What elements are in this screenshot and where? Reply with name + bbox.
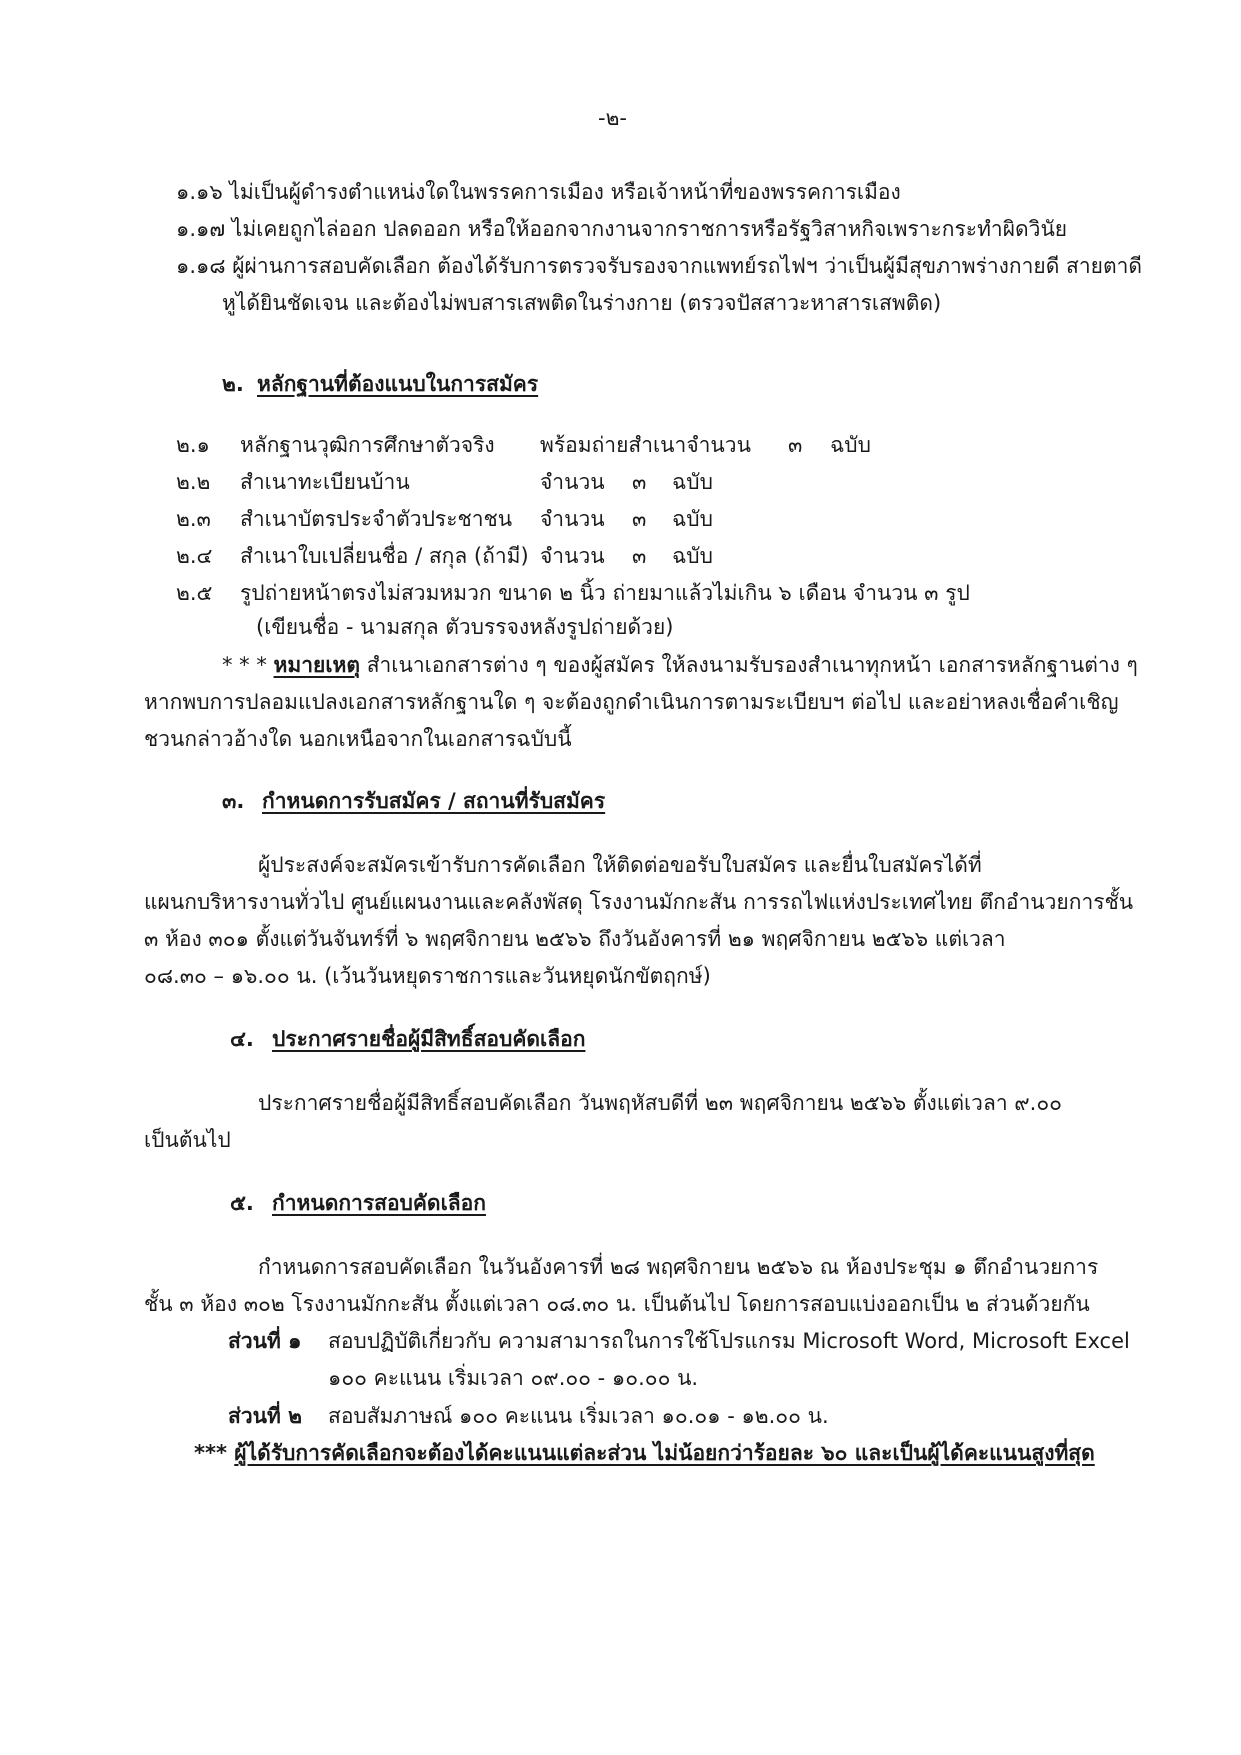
- part-1-label: ส่วนที่ ๑: [228, 1329, 302, 1353]
- list-item-unit: ฉบับ: [830, 433, 871, 457]
- part-1-text: สอบปฏิบัติเกี่ยวกับ ความสามารถในการใช้โปรแกรม Microsoft Word, Microsoft Excel: [328, 1329, 1130, 1353]
- qualification-1-18-cont: หูได้ยินชัดเจน และต้องไม่พบสารเสพติดในร่างกาย (ตรวจปัสสาวะหาสารเสพติด): [222, 291, 942, 315]
- list-item-name: รูปถ่ายหน้าตรงไม่สวมหมวก ขนาด ๒ นิ้ว ถ่ายมาแล้วไม่เกิน ๖ เดือน จำนวน ๓ รูป: [240, 581, 970, 605]
- qualification-1-16: ๑.๑๖ ไม่เป็นผู้ดำรงตำแหน่งใดในพรรคการเมือง หรือเจ้าหน้าที่ของพรรคการเมือง: [176, 180, 901, 204]
- list-item-num: ๒.๒: [176, 470, 211, 494]
- section-3-para-line: ๐๘.๓๐ – ๑๖.๐๐ น. (เว้นวันหยุดราชการและวันหยุดนักขัตฤกษ์): [144, 964, 711, 988]
- section-5-title: กำหนดการสอบคัดเลือก: [272, 1191, 486, 1215]
- list-item-num: ๒.๔: [176, 544, 213, 568]
- remark-line-2: หากพบการปลอมแปลงเอกสารหลักฐานใด ๆ จะต้องถูกดำเนินการตามระเบียบฯ ต่อไป และอย่าหลงเชื่อคำเชิญ: [144, 690, 1119, 714]
- list-item-qty: ๓: [632, 544, 647, 568]
- remark-line-3: ชวนกล่าวอ้างใด นอกเหนือจากในเอกสารฉบับนี้: [144, 727, 572, 751]
- list-item-name: หลักฐานวุฒิการศึกษาตัวจริง: [240, 433, 495, 457]
- section-3-para-line: ๓ ห้อง ๓๐๑ ตั้งแต่วันจันทร์ที่ ๖ พฤศจิกายน ๒๕๖๖ ถึงวันอังคารที่ ๒๑ พฤศจิกายน ๒๕๖๖ แต่เวลา: [144, 927, 1006, 951]
- list-item-unit: ฉบับ: [672, 507, 713, 531]
- list-item-copies: จำนวน: [540, 544, 605, 568]
- list-item-num: ๒.๓: [176, 507, 211, 531]
- list-item-copies: จำนวน: [540, 470, 605, 494]
- qualification-1-18: ๑.๑๘ ผู้ผ่านการสอบคัดเลือก ต้องได้รับการตรวจรับรองจากแพทย์รถไฟฯ ว่าเป็นผู้มีสุขภาพร่างกายดี สายตาดี: [176, 254, 1143, 278]
- section-2-number: ๒.: [222, 372, 244, 396]
- section-3-para-line: แผนกบริหารงานทั่วไป ศูนย์แผนงานและคลังพัสดุ โรงงานมักกะสัน การรถไฟแห่งประเทศไทย ตึกอำนวยการชั้น: [144, 890, 1134, 914]
- list-item-unit: ฉบับ: [672, 470, 713, 494]
- final-note: ผู้ได้รับการคัดเลือกจะต้องได้คะแนนแต่ละส่วน ไม่น้อยกว่าร้อยละ ๖๐ และเป็นผู้ได้คะแนนสูงที่สุด: [234, 1441, 1095, 1465]
- part-2-label: ส่วนที่ ๒: [228, 1404, 302, 1428]
- list-item-qty: ๓: [632, 470, 647, 494]
- remark-prefix: * * *: [222, 653, 267, 677]
- list-item-qty: ๓: [632, 507, 647, 531]
- page-number: -๒-: [598, 106, 627, 130]
- section-4-title: ประกาศรายชื่อผู้มีสิทธิ์สอบคัดเลือก: [272, 1027, 586, 1051]
- section-5-para-line: ชั้น ๓ ห้อง ๓๐๒ โรงงานมักกะสัน ตั้งแต่เวลา ๐๘.๓๐ น. เป็นต้นไป โดยการสอบแบ่งออกเป็น ๒ ส่วนด้วยกัน: [144, 1292, 1090, 1316]
- section-3-number: ๓.: [222, 789, 245, 813]
- section-3-title: กำหนดการรับสมัคร / สถานที่รับสมัคร: [262, 789, 606, 813]
- section-4-para-line: เป็นต้นไป: [144, 1128, 231, 1152]
- list-item-name: สำเนาบัตรประจำตัวประชาชน: [240, 507, 513, 531]
- list-item-note: (เขียนชื่อ - นามสกุล ตัวบรรจงหลังรูปถ่ายด้วย): [256, 615, 674, 639]
- section-3-para-line: ผู้ประสงค์จะสมัครเข้ารับการคัดเลือก ให้ติดต่อขอรับใบสมัคร และยื่นใบสมัครได้ที่: [258, 853, 982, 877]
- list-item-copies: พร้อมถ่ายสำเนาจำนวน: [540, 433, 751, 457]
- list-item-name: สำเนาใบเปลี่ยนชื่อ / สกุล (ถ้ามี): [240, 544, 529, 568]
- section-5-para-line: กำหนดการสอบคัดเลือก ในวันอังคารที่ ๒๘ พฤศจิกายน ๒๕๖๖ ณ ห้องประชุม ๑ ตึกอำนวยการ: [258, 1255, 1099, 1279]
- final-note-prefix: ***: [194, 1441, 227, 1465]
- list-item-qty: ๓: [788, 433, 803, 457]
- final-note-line: [194, 1438, 1095, 1468]
- remark-text: สำเนาเอกสารต่าง ๆ ของผู้สมัคร ให้ลงนามรับรองสำเนาทุกหน้า เอกสารหลักฐานต่าง ๆ: [366, 653, 1138, 677]
- list-item-num: ๒.๑: [176, 433, 210, 457]
- section-4-para-line: ประกาศรายชื่อผู้มีสิทธิ์สอบคัดเลือก วันพฤหัสบดีที่ ๒๓ พฤศจิกายน ๒๕๖๖ ตั้งแต่เวลา ๙.๐๐: [258, 1091, 1062, 1115]
- section-5-number: ๕.: [230, 1191, 254, 1215]
- qualification-1-17: ๑.๑๗ ไม่เคยถูกไล่ออก ปลดออก หรือให้ออกจากงานจากราชการหรือรัฐวิสาหกิจเพราะกระทำผิดวินัย: [176, 217, 1068, 241]
- list-item-unit: ฉบับ: [672, 544, 713, 568]
- part-2-text: สอบสัมภาษณ์ ๑๐๐ คะแนน เริ่มเวลา ๑๐.๐๑ - ๑๒.๐๐ น.: [328, 1404, 829, 1428]
- remark-label: หมายเหตุ: [273, 653, 360, 677]
- remark-line-1: [222, 650, 1138, 680]
- section-4-number: ๔.: [230, 1027, 254, 1051]
- list-item-name: สำเนาทะเบียนบ้าน: [240, 470, 410, 494]
- list-item-copies: จำนวน: [540, 507, 605, 531]
- section-2-title: หลักฐานที่ต้องแนบในการสมัคร: [257, 372, 539, 396]
- list-item-num: ๒.๕: [176, 581, 213, 605]
- part-1-text-cont: ๑๐๐ คะแนน เริ่มเวลา ๐๙.๐๐ - ๑๐.๐๐ น.: [328, 1366, 699, 1390]
